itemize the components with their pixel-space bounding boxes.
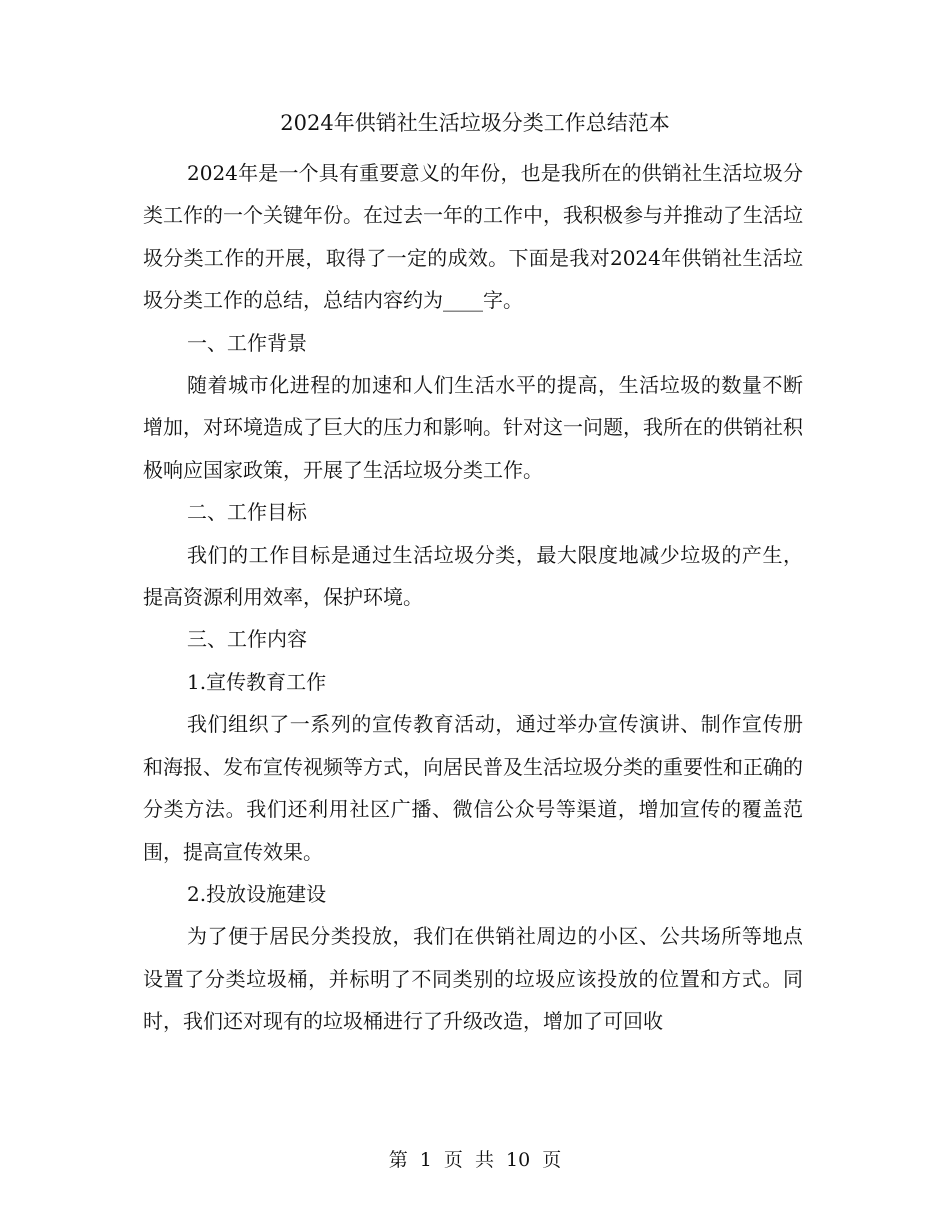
publicity-paragraph: 我们组织了一系列的宣传教育活动，通过举办宣传演讲、制作宣传册和海报、发布宣传视频等方式，向居民普及生活垃圾分类的重要性和正确的分类方法。我们还利用社区广播、微信公众号等渠道，增加宣传的覆盖范围，提高宣传效果。 xyxy=(143,712,803,864)
section-heading-background: 一、工作背景 xyxy=(187,330,307,355)
goals-paragraph: 我们的工作目标是通过生活垃圾分类，最大限度地减少垃圾的产生，提高资源利用效率，保护环境。 xyxy=(143,542,803,610)
intro-paragraph: 2024年是一个具有重要意义的年份，也是我所在的供销社生活垃圾分类工作的一个关键年份。在过去一年的工作中，我积极参与并推动了生活垃圾分类工作的开展，取得了一定的成效。下面是我对2024年供销社生活垃圾分类工作的总结，总结内容约为____字。 xyxy=(143,161,803,313)
section-heading-content: 三、工作内容 xyxy=(187,627,307,652)
subheading-publicity: 1.宣传教育工作 xyxy=(187,669,327,694)
background-paragraph: 随着城市化进程的加速和人们生活水平的提高，生活垃圾的数量不断增加，对环境造成了巨大的压力和影响。针对这一问题，我所在的供销社积极响应国家政策，开展了生活垃圾分类工作。 xyxy=(143,373,803,482)
section-heading-goals: 二、工作目标 xyxy=(187,500,307,525)
subheading-facilities: 2.投放设施建设 xyxy=(187,881,327,906)
page-footer: 第 1 页 共 10 页 xyxy=(388,1149,562,1171)
facilities-paragraph: 为了便于居民分类投放，我们在供销社周边的小区、公共场所等地点设置了分类垃圾桶，并标明了不同类别的垃圾应该投放的位置和方式。同时，我们还对现有的垃圾桶进行了升级改造，增加了可回收 xyxy=(143,924,803,1034)
document-body xyxy=(143,152,803,1043)
document-title: 2024年供销社生活垃圾分类工作总结范本 xyxy=(280,111,670,135)
